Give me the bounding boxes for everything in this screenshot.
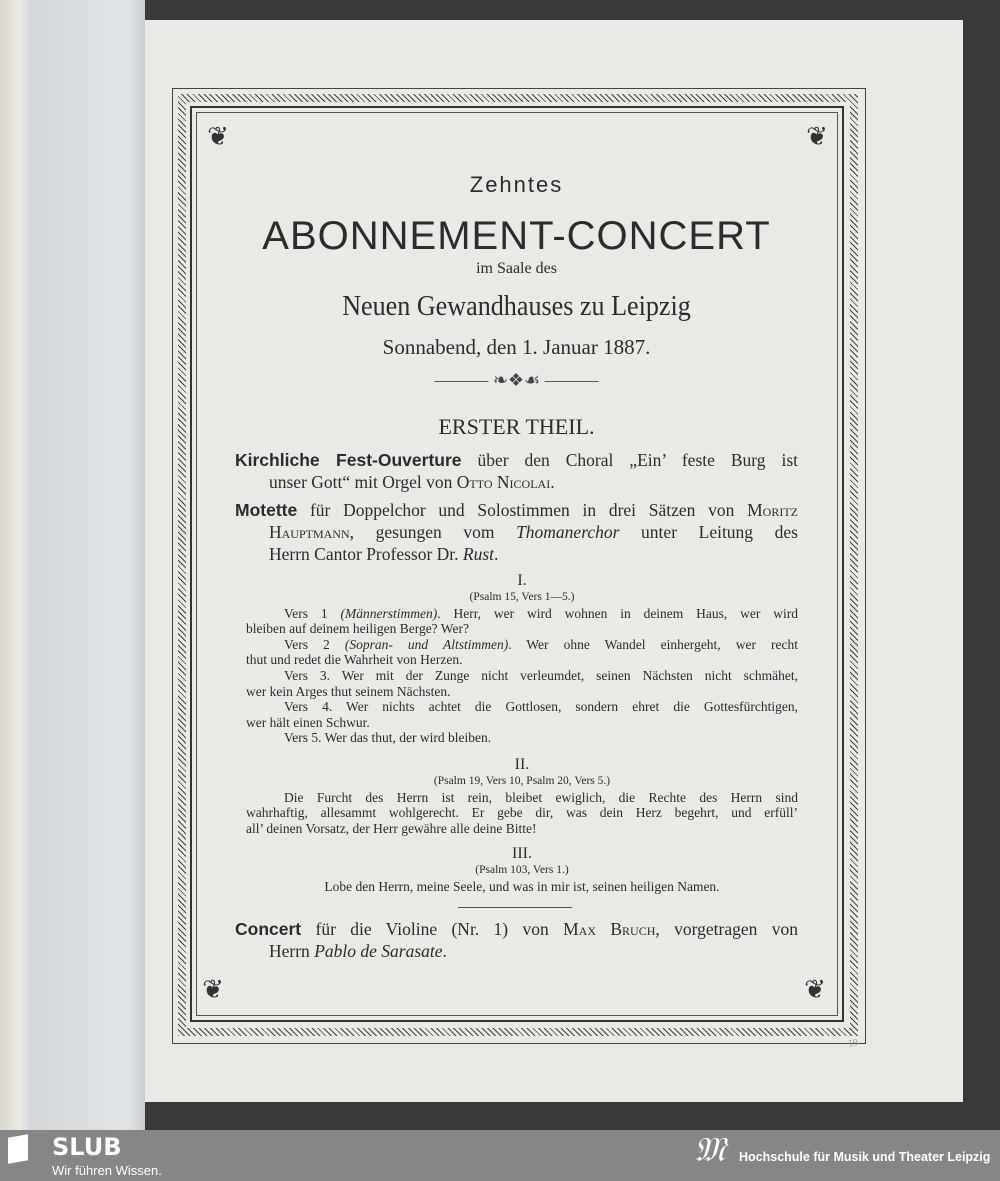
divider-ornament-icon: ——— ❧❖☙ ———	[434, 370, 599, 390]
movement-1	[246, 572, 798, 746]
text: Vers 4. Wer nichts achtet die Gottlosen, sondern ehret die Gottesfürchtigen,	[284, 699, 798, 715]
movement-number: I.	[517, 572, 527, 589]
concert-title: ABONNEMENT-CONCERT	[262, 214, 771, 258]
composer: Max Bruch	[563, 919, 656, 939]
text: all’ deinen Vorsatz, der Herr gewähre alle deine Bitte!	[246, 820, 537, 836]
text: bleiben auf deinem heiligen Berge? Wer?	[246, 621, 469, 637]
text: Lobe den Herrn, meine Seele, und was in mir ist, seinen heiligen Namen.	[324, 878, 720, 894]
movement-number: III.	[512, 845, 532, 862]
text: . Herr, wer wird wohnen in deinem Haus, wer wird	[437, 605, 798, 621]
slub-slogan: Wir führen Wissen.	[52, 1163, 162, 1178]
program-item-concert	[235, 918, 798, 962]
movement-number: II.	[514, 756, 530, 773]
voices: (Sopran- und Altstimmen)	[344, 636, 509, 652]
text: .	[550, 472, 555, 492]
soloist: Pablo de Sarasate	[314, 941, 443, 961]
text: Vers 2	[284, 636, 345, 652]
corner-ornament-icon: ❦	[806, 122, 828, 151]
work-title: Kirchliche Fest-Ouverture	[235, 450, 462, 470]
movement-3	[246, 845, 798, 894]
text: , vorgetragen von	[655, 919, 798, 939]
psalm-reference: (Psalm 19, Vers 10, Psalm 20, Vers 5.)	[433, 775, 611, 787]
text: Vers 3. Wer mit der Zunge nicht verleumdet, seinen Nächsten nicht schmähet,	[284, 667, 798, 683]
text: über den Choral „Ein’ feste Burg ist	[461, 450, 799, 470]
movement-2	[246, 756, 798, 836]
text: wahrhaftig, allesammt wohlgerecht. Er gebe dir, was dein Herz begehrt, und erfüll’	[246, 805, 798, 821]
corner-ornament-icon: ❦	[202, 975, 224, 1004]
composer: Otto Nicolai	[456, 472, 551, 492]
text: wer kein Arges thut seinem Nächsten.	[246, 683, 451, 699]
text: für Doppelchor und Solostimmen in drei Sätzen von	[297, 500, 748, 520]
page-number: 19	[847, 1037, 859, 1050]
concert-date: Sonnabend, den 1. Januar 1887.	[382, 335, 651, 359]
text: , gesungen vom	[349, 522, 517, 542]
part-heading: ERSTER THEIL.	[438, 414, 595, 439]
venue-prefix: im Saale des	[476, 260, 557, 277]
work-title: Motette	[235, 500, 298, 520]
composer: Hauptmann	[269, 522, 350, 542]
text: wer hält einen Schwur.	[246, 714, 370, 730]
text: .	[494, 544, 499, 564]
hmt-name[interactable]: Hochschule für Musik und Theater Leipzig	[739, 1150, 991, 1164]
slub-logo[interactable]: SLUB	[52, 1133, 122, 1161]
hmt-logo-icon: 𝔐	[694, 1132, 726, 1169]
footer-bar	[0, 1130, 1000, 1181]
text: unser Gott“ mit Orgel von	[269, 472, 457, 492]
text: für die Violine (Nr. 1) von	[301, 919, 564, 939]
text: Vers 5. Wer das thut, der wird bleiben.	[284, 730, 492, 746]
text: Herrn	[269, 941, 315, 961]
divider-line	[458, 907, 572, 908]
composer: Moritz	[747, 500, 798, 520]
voices: (Männerstimmen)	[340, 605, 438, 621]
psalm-reference: (Psalm 15, Vers 1—5.)	[469, 591, 575, 603]
text: unter Leitung des	[619, 522, 798, 542]
cantor: Rust	[462, 544, 495, 564]
text: Vers 1	[284, 605, 341, 621]
concert-ordinal: Zehntes	[469, 172, 564, 197]
venue: Neuen Gewandhauses zu Leipzig	[342, 290, 691, 322]
psalm-reference: (Psalm 103, Vers 1.)	[475, 864, 569, 876]
text: .	[442, 941, 447, 961]
text: Die Furcht des Herrn ist rein, bleibet ewiglich, die Rechte des Herrn sind	[284, 789, 798, 805]
slub-book-icon	[8, 1134, 28, 1164]
choir: Thomanerchor	[516, 522, 620, 542]
program-item-motette	[235, 499, 798, 565]
corner-ornament-icon: ❦	[804, 975, 826, 1004]
text: thut und redet die Wahrheit von Herzen.	[246, 652, 463, 668]
corner-ornament-icon: ❦	[207, 122, 229, 151]
text: Herrn Cantor Professor Dr.	[269, 544, 463, 564]
work-title: Concert	[235, 919, 302, 939]
text: . Wer ohne Wandel einhergeht, wer recht	[508, 636, 798, 652]
program-item-overture	[235, 449, 798, 493]
book-left-edge	[0, 0, 145, 1130]
